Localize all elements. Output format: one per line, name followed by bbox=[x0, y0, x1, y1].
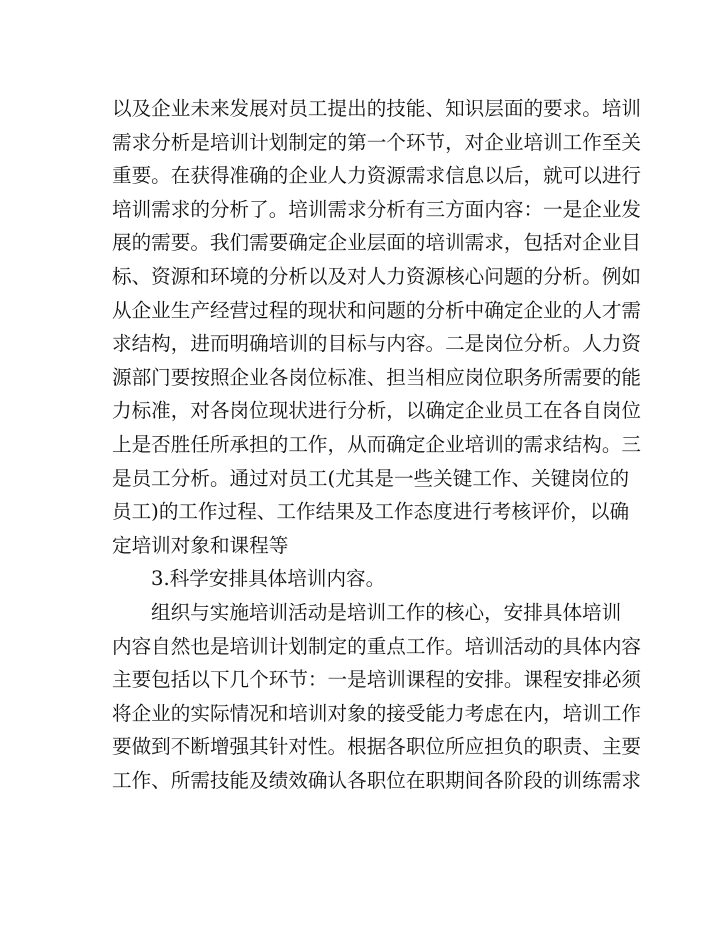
text-line: 上是否胜任所承担的工作，从而确定企业培训的需求结构。三 bbox=[112, 432, 642, 456]
text-line: 内容自然也是培训计划制定的重点工作。培训活动的具体内容 bbox=[112, 634, 642, 658]
text-line: 组织与实施培训活动是培训工作的核心，安排具体培训 bbox=[151, 600, 622, 624]
text-line: 员工)的工作过程、工作结果及工作态度进行考核评价，以确 bbox=[112, 500, 630, 524]
text-line: 需求分析是培训计划制定的第一个环节，对企业培训工作至关 bbox=[112, 130, 642, 154]
text-line: 展的需要。我们需要确定企业层面的培训需求，包括对企业目 bbox=[112, 231, 642, 255]
text-line: 是员工分析。通过对员工(尤其是一些关键工作、关键岗位的 bbox=[112, 466, 630, 490]
body-text bbox=[112, 92, 642, 797]
text-line: 主要包括以下几个环节：一是培训课程的安排。课程安排必须 bbox=[112, 668, 642, 692]
text-line: 标、资源和环境的分析以及对人力资源核心问题的分析。例如 bbox=[112, 264, 642, 288]
section-heading: 3.科学安排具体培训内容。 bbox=[151, 567, 386, 591]
text-line: 工作、所需技能及绩效确认各职位在职期间各阶段的训练需求 bbox=[112, 768, 642, 792]
text-line: 要做到不断增强其针对性。根据各职位所应担负的职责、主要 bbox=[112, 735, 642, 759]
text-line: 力标准，对各岗位现状进行分析，以确定企业员工在各自岗位 bbox=[112, 399, 642, 423]
text-line: 求结构，进而明确培训的目标与内容。二是岗位分析。人力资 bbox=[112, 332, 642, 356]
text-line: 定培训对象和课程等 bbox=[112, 533, 289, 557]
text-line: 以及企业未来发展对员工提出的技能、知识层面的要求。培训 bbox=[112, 97, 642, 120]
text-line: 培训需求的分析了。培训需求分析有三方面内容：一是企业发 bbox=[112, 197, 642, 221]
text-line: 将企业的实际情况和培训对象的接受能力考虑在内，培训工作 bbox=[112, 701, 642, 725]
text-line: 从企业生产经营过程的现状和问题的分析中确定企业的人才需 bbox=[112, 298, 642, 322]
text-line: 源部门要按照企业各岗位标准、担当相应岗位职务所需要的能 bbox=[112, 365, 642, 389]
text-line: 重要。在获得准确的企业人力资源需求信息以后，就可以进行 bbox=[112, 164, 642, 188]
